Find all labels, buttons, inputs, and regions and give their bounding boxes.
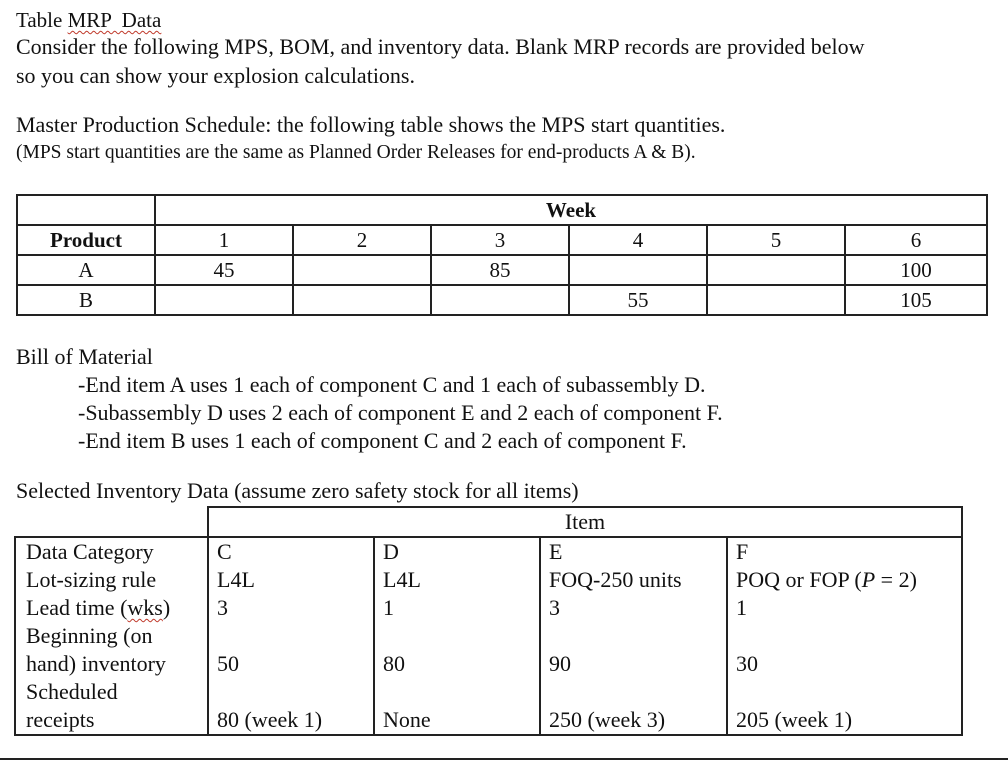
- mps-product-cell: B: [17, 285, 155, 315]
- inventory-value: FOQ-250 units: [540, 566, 727, 594]
- beginning-label-line1: Beginning (on: [26, 623, 153, 648]
- mps-qty-cell: 105: [845, 285, 987, 315]
- mps-week-number: 2: [293, 225, 431, 255]
- mps-week-number: 3: [431, 225, 569, 255]
- table-title-prefix: Table: [16, 8, 68, 32]
- inventory-value: 3: [540, 594, 727, 622]
- mps-week-header-row: [17, 195, 987, 225]
- inventory-value: 80 (week 1): [208, 678, 374, 735]
- bom-line: -Subassembly D uses 2 each of component E and 2 each of component F.: [78, 400, 723, 425]
- mps-week-label: Week: [155, 195, 987, 225]
- mps-product-label: Product: [17, 225, 155, 255]
- intro-line-1: Consider the following MPS, BOM, and inventory data. Blank MRP records are provided below: [16, 34, 865, 59]
- mps-qty-cell: 85: [431, 255, 569, 285]
- inventory-value: None: [374, 678, 540, 735]
- inventory-value: 50: [208, 622, 374, 678]
- mps-week-numbers-row: [17, 225, 987, 255]
- inventory-row-label: Lot-sizing rule: [15, 566, 208, 594]
- inventory-value: 80: [374, 622, 540, 678]
- inventory-row-label: [15, 622, 208, 678]
- lead-time-suffix: ): [162, 595, 171, 620]
- mps-qty-cell: [569, 255, 707, 285]
- f-rule-suffix: = 2): [875, 567, 917, 592]
- table-title: [16, 8, 161, 33]
- inventory-row-beginning-inventory: [15, 622, 962, 678]
- mps-qty-cell: 100: [845, 255, 987, 285]
- inventory-item-name: C: [208, 537, 374, 566]
- inventory-value: 250 (week 3): [540, 678, 727, 735]
- inventory-value-f-lot-rule: [727, 566, 962, 594]
- inventory-row-label: [15, 678, 208, 735]
- mps-table: [16, 194, 988, 316]
- bom-line: -End item A uses 1 each of component C and 1 each of subassembly D.: [78, 372, 706, 397]
- inventory-value: 1: [727, 594, 962, 622]
- inventory-value: 3: [208, 594, 374, 622]
- mps-qty-cell: [707, 255, 845, 285]
- inventory-row-lead-time: [15, 594, 962, 622]
- inventory-item-name: F: [727, 537, 962, 566]
- inventory-table: [14, 506, 963, 736]
- mps-week-number: 6: [845, 225, 987, 255]
- scheduled-label-line2: receipts: [26, 707, 95, 732]
- bom-line: -End item B uses 1 each of component C and 2 each of component F.: [78, 428, 687, 453]
- mps-row-a: [17, 255, 987, 285]
- mps-title: Master Production Schedule: the following table shows the MPS start quantities.: [16, 112, 726, 137]
- mps-qty-cell: 45: [155, 255, 293, 285]
- lead-time-prefix: Lead time (: [26, 595, 128, 620]
- inventory-item-names-row: [15, 537, 962, 566]
- mps-qty-cell: [293, 285, 431, 315]
- scheduled-label-line1: Scheduled: [26, 679, 118, 704]
- inventory-value: 90: [540, 622, 727, 678]
- mps-qty-cell: [293, 255, 431, 285]
- bottom-rule: [0, 758, 1008, 760]
- mps-week-number: 5: [707, 225, 845, 255]
- mps-note: (MPS start quantities are the same as Planned Order Releases for end-products A & B).: [16, 142, 696, 163]
- inventory-item-header-row: [15, 507, 962, 537]
- f-rule-var: P: [861, 567, 876, 592]
- lead-time-unit: wks: [127, 595, 163, 620]
- mps-corner-cell: [17, 195, 155, 225]
- inventory-item-name: E: [540, 537, 727, 566]
- inventory-corner-blank: [15, 507, 208, 537]
- inventory-row-label: [15, 594, 208, 622]
- inventory-value: 1: [374, 594, 540, 622]
- beginning-label-line2: hand) inventory: [26, 651, 166, 676]
- inventory-row-lot-sizing: [15, 566, 962, 594]
- mps-qty-cell: 55: [569, 285, 707, 315]
- inventory-value: 205 (week 1): [727, 678, 962, 735]
- inventory-row-scheduled-receipts: [15, 678, 962, 735]
- inventory-value: 30: [727, 622, 962, 678]
- mps-qty-cell: [155, 285, 293, 315]
- inventory-value: L4L: [208, 566, 374, 594]
- mps-product-cell: A: [17, 255, 155, 285]
- inventory-value: L4L: [374, 566, 540, 594]
- inventory-item-name: D: [374, 537, 540, 566]
- inventory-item-label: Item: [208, 507, 962, 537]
- intro-line-2: so you can show your explosion calculations.: [16, 63, 415, 88]
- table-title-underlined: MRP Data: [67, 8, 162, 32]
- mps-qty-cell: [431, 285, 569, 315]
- mps-week-number: 1: [155, 225, 293, 255]
- mps-week-number: 4: [569, 225, 707, 255]
- inventory-title: Selected Inventory Data (assume zero safety stock for all items): [16, 478, 579, 503]
- mps-row-b: [17, 285, 987, 315]
- f-rule-prefix: POQ or FOP (: [736, 567, 862, 592]
- mps-qty-cell: [707, 285, 845, 315]
- bom-title: Bill of Material: [16, 344, 153, 369]
- inventory-data-category-label: Data Category: [15, 537, 208, 566]
